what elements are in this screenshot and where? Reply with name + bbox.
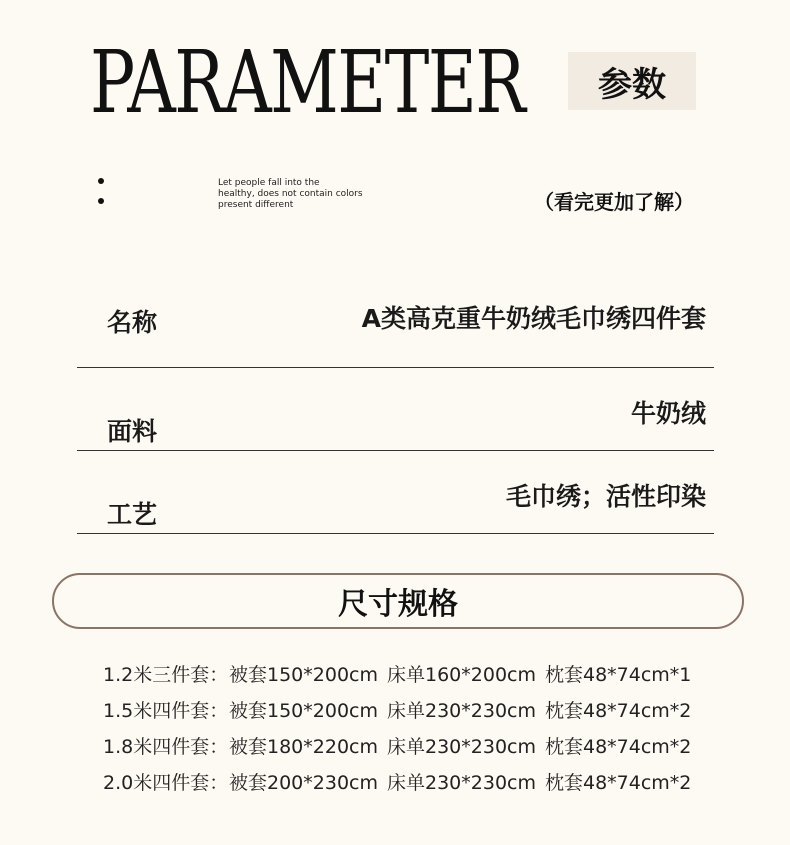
size-sheet: 床单230*230cm <box>387 736 536 758</box>
spec-label: 面料 <box>107 417 158 446</box>
spec-value: 毛巾绣；活性印染 <box>505 482 706 511</box>
spec-value: A类高克重牛奶绒毛巾绣四件套 <box>361 304 706 333</box>
size-row <box>103 660 695 696</box>
spec-label: 工艺 <box>107 500 158 529</box>
spec-row-craft <box>77 451 714 534</box>
size-pillow: 枕套48*74cm*1 <box>545 664 692 686</box>
size-row <box>103 768 695 804</box>
spec-row-name <box>77 285 714 368</box>
size-set: 1.8米四件套： <box>103 736 229 758</box>
size-sheet: 床单230*230cm <box>387 700 536 722</box>
tagline-line: present different <box>218 200 294 210</box>
size-pillow: 枕套48*74cm*2 <box>545 736 692 758</box>
parameter-badge: 参数 <box>568 52 696 110</box>
spec-label: 名称 <box>107 308 158 337</box>
size-pillow: 枕套48*74cm*2 <box>545 700 692 722</box>
spec-value: 牛奶绒 <box>630 399 706 428</box>
tagline-line: healthy, does not contain colors <box>218 189 363 199</box>
size-quilt: 被套150*200cm <box>229 700 378 722</box>
size-row <box>103 696 695 732</box>
read-more-note: （看完更加了解） <box>534 190 694 214</box>
size-row <box>103 732 695 768</box>
size-set: 2.0米四件套： <box>103 772 229 794</box>
size-pillow: 枕套48*74cm*2 <box>545 772 692 794</box>
spec-table <box>77 285 714 534</box>
size-quilt: 被套200*230cm <box>229 772 378 794</box>
size-sheet: 床单160*200cm <box>387 664 536 686</box>
size-section-title: 尺寸规格 <box>52 573 744 629</box>
bullet-dots <box>98 178 104 218</box>
size-set: 1.2米三件套： <box>103 664 229 686</box>
bullet-dot <box>98 198 104 204</box>
size-quilt: 被套180*220cm <box>229 736 378 758</box>
size-list <box>103 660 695 804</box>
tagline <box>218 178 388 211</box>
tagline-line: Let people fall into the <box>218 178 320 188</box>
size-quilt: 被套150*200cm <box>229 664 378 686</box>
page-title: PARAMETER <box>90 33 525 133</box>
spec-row-fabric <box>77 368 714 451</box>
size-set: 1.5米四件套： <box>103 700 229 722</box>
size-sheet: 床单230*230cm <box>387 772 536 794</box>
bullet-dot <box>98 178 104 184</box>
